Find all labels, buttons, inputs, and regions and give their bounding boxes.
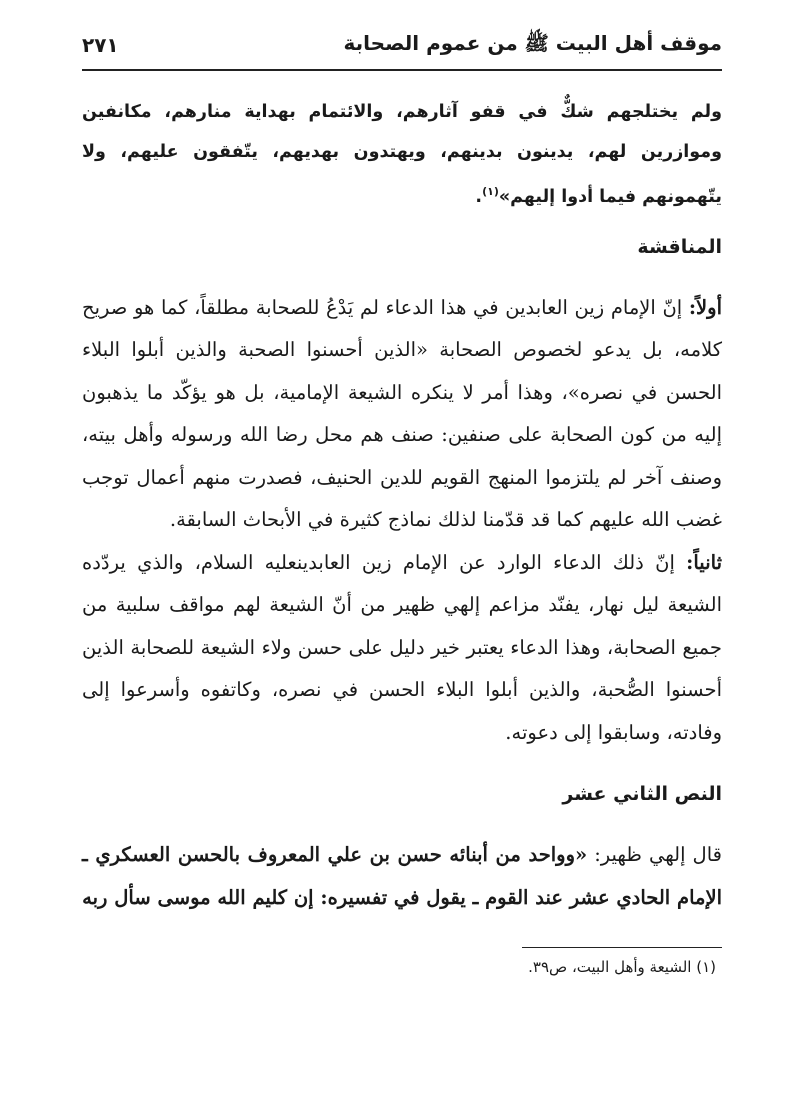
quote-end: . [475, 186, 483, 207]
quote-continuation [82, 92, 722, 217]
paragraph-third [82, 834, 722, 919]
footnote-marker: (١) [482, 185, 499, 198]
paragraph-third-intro: قال إلهي ظهير: [587, 843, 722, 867]
paragraph-second-text: إنّ ذلك الدعاء الوارد عن الإمام زين العابدينعليه السلام، والذي يردّده الشيعة ليل نهار، يفنّد مزاعم إلهي ظهير من أنّ الشيعة لهم مواقف سلبية من جميع الصحابة، وهذا الدعاء يعتبر خير دليل على حسن ولاء الشيعة للصحابة الذين أحسنوا الصُّحبة، والذين أبلوا البلاء الحسن في نصره، وكاتفوه وأسرعوا إلى وفادته، وسابقوا إلى دعوته. [82, 550, 722, 744]
footnote: (١) الشيعة وأهل البيت، ص٣٩. [528, 958, 716, 976]
paragraph-second-lead: ثانياً: [686, 550, 722, 574]
paragraph-first-lead: أولاً: [688, 295, 722, 319]
quote-continuation-text: ولم يختلجهم شكٌّ في قفو آثارهم، والائتمام بهداية منارهم، مكانفين وموازرين لهم، يدينون بدينهم، ويهتدون بهديهم، يتّفقون عليهم، ولا يتّهمونهم فيما أدوا إليهم» [82, 102, 722, 207]
footnote-rule [522, 947, 722, 948]
paragraph-first [82, 287, 722, 542]
header-title: موقف أهل البيت ﷺ من عموم الصحابة [343, 30, 722, 55]
paragraph-third-quote: «وواحد من أبنائه حسن بن علي المعروف بالحسن العسكري ـ الإمام الحادي عشر عند القوم ـ يقول في تفسيره: إن كليم الله موسى سأل ربه [82, 843, 722, 909]
section-heading-nass: النص الثاني عشر [562, 783, 722, 806]
header-rule [82, 69, 722, 71]
section-heading-munaqasha: المناقشة [637, 235, 722, 258]
page-number: ٢٧١ [82, 33, 119, 57]
paragraph-second [82, 542, 722, 755]
paragraph-first-text: إنّ الإمام زين العابدين في هذا الدعاء لم يَدْعُ للصحابة مطلقاً، كما هو صريح كلامه، بل يدعو لخصوص الصحابة «الذين أحسنوا الصحبة والذين أبلوا البلاء الحسن في نصره»، وهذا أمر لا ينكره الشيعة الإمامية، بل هو يؤكّد ما يذهبون إليه من كون الصحابة على صنفين: صنف هم محل رضا الله ورسوله وأهل بيته، وصنف آخر لم يلتزموا المنهج القويم للدين الحنيف، فصدرت منهم أعمال توجب غضب الله عليهم كما قد قدّمنا لذلك نماذج كثيرة في الأبحاث السابقة. [82, 295, 722, 532]
page-content [82, 92, 722, 919]
page-header [82, 28, 722, 62]
